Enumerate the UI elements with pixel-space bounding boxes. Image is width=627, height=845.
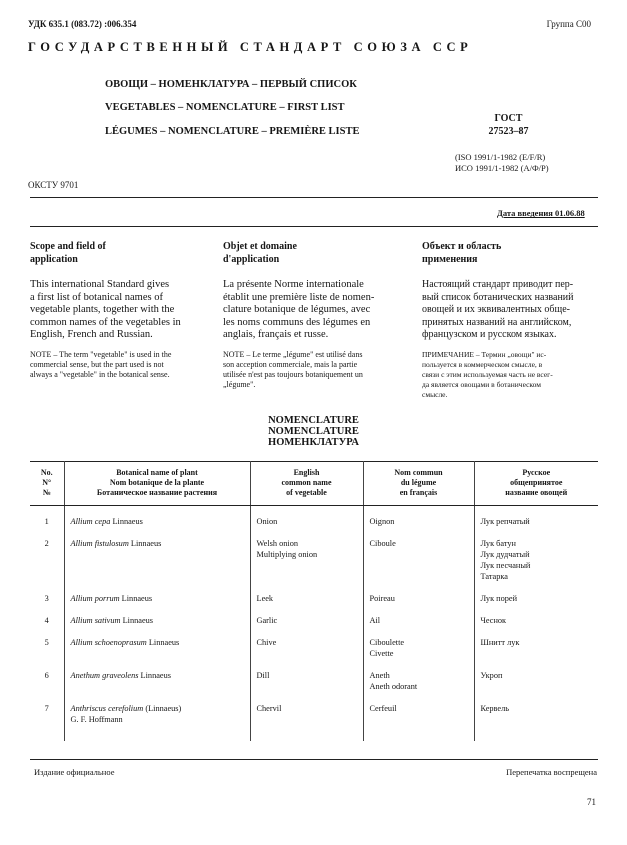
row-genus: Allium fistulosum	[70, 539, 129, 548]
scope-heading-ru-line2: применения	[422, 254, 478, 265]
row-english: Dill	[250, 670, 363, 703]
scope-text-en-line: vegetable plants, together with the	[30, 304, 175, 315]
table-row	[30, 703, 598, 741]
iso-line-2: ИСО 1991/1-1982 (А/Ф/Р)	[455, 163, 549, 173]
scope-text-ru-line: овощей и их эквивалентных обще-	[422, 304, 570, 315]
scope-column-ru	[422, 240, 602, 400]
scope-text-fr-line: établit une première liste de nomen-	[223, 291, 375, 303]
header-rule	[30, 197, 598, 198]
row-genus: Anethum graveolens	[70, 671, 139, 680]
table-row	[30, 506, 598, 539]
scope-text-fr-line: clature botanique de légumes, avec	[223, 304, 371, 315]
row-french: Cerfeuil	[363, 703, 474, 741]
row-french	[363, 637, 474, 670]
row-french-line: Aneth odorant	[369, 682, 418, 691]
row-botanical	[64, 637, 250, 670]
header-french	[363, 461, 474, 506]
row-no: 4	[44, 616, 49, 625]
row-french-line: Aneth	[369, 671, 390, 680]
row-french-line: Ciboulette	[369, 638, 405, 647]
row-genus: Allium sativum	[70, 616, 121, 625]
scope-note-fr-line: „légume".	[223, 379, 256, 389]
scope-text-en-line: a first list of botanical names of	[30, 291, 163, 303]
row-no: 6	[44, 671, 49, 680]
row-no: 5	[44, 638, 49, 647]
scope-note-ru-line: ПРИМЕЧАНИЕ – Термин „овощи" ис-	[422, 349, 547, 359]
scope-note-ru-line: смысле.	[422, 389, 448, 399]
scope-text-en	[30, 279, 210, 342]
scope-heading-en-line2: application	[30, 254, 78, 265]
scope-heading-fr-line1: Objet et domaine	[223, 241, 297, 252]
scope-note-ru	[422, 350, 602, 400]
scope-heading-en	[30, 240, 210, 266]
title-fr: LÉGUMES – NOMENCLATURE – PREMIÈRE LISTE	[105, 126, 360, 137]
row-genus: Allium schoenoprasum	[70, 638, 147, 647]
page-number: 71	[587, 797, 596, 807]
row-french: Poireau	[363, 593, 474, 615]
scope-note-ru-line: да является овощами в ботаническом	[422, 379, 542, 389]
header-english-line: English	[293, 468, 320, 477]
row-french: Oignon	[363, 506, 474, 539]
scope-text-ru-line: французском и русском языках.	[422, 329, 557, 340]
row-french-line: Civette	[369, 649, 394, 658]
scope-column-en	[30, 240, 210, 380]
scope-note-en-line: commercial sense, but the part used is not	[30, 359, 164, 369]
row-botanical	[64, 593, 250, 615]
header-no-line: №	[42, 488, 51, 497]
row-english: Chervil	[250, 703, 363, 741]
scope-note-fr-line: utilisée n'est pas toujours botaniquement un	[223, 369, 363, 379]
row-botanical	[64, 670, 250, 703]
row-botanical	[64, 703, 250, 741]
header-english-line: of vegetable	[286, 488, 327, 497]
row-english	[250, 538, 363, 593]
scope-note-fr	[223, 350, 403, 390]
row-french: Ail	[363, 615, 474, 637]
row-english: Onion	[250, 506, 363, 539]
nomenclature-heading-ru: НОМЕНКЛАТУРА	[268, 437, 359, 448]
row-author: (Linnaeus)	[143, 704, 182, 713]
footer-rule	[30, 759, 598, 760]
scope-note-en-line: always a "vegetable" in the botanical sense.	[30, 369, 170, 379]
title-ru: ОВОЩИ – НОМЕНКЛАТУРА – ПЕРВЫЙ СПИСОК	[105, 79, 357, 90]
scope-text-en-line: English, French and Russian.	[30, 329, 153, 340]
row-russian: Шнитт лук	[474, 637, 598, 670]
row-english: Garlic	[250, 615, 363, 637]
row-russian-line: Лук батун	[480, 539, 516, 548]
scope-heading-ru	[422, 240, 602, 266]
scope-heading-ru-line1: Объект и область	[422, 241, 502, 252]
scope-text-ru	[422, 279, 602, 342]
nomenclature-heading-en: NOMENCLATURE	[268, 415, 359, 426]
row-english-line: Welsh onion	[256, 539, 299, 548]
header-botanical	[64, 461, 250, 506]
scope-note-ru-line: связи с этим используемая часть не всег-	[422, 369, 553, 379]
header-french-line: Nom commun	[394, 468, 443, 477]
row-botanical	[64, 506, 250, 539]
iso-line-1: (ISO 1991/1-1982 (E/F/R)	[455, 152, 546, 162]
gost-label: ГОСТ	[494, 113, 523, 124]
scope-heading-fr-line2: d'application	[223, 254, 280, 265]
row-genus: Allium cepa	[70, 517, 111, 526]
header-french-line: en français	[399, 488, 438, 497]
scope-note-en	[30, 350, 210, 380]
scope-text-ru-line: вый список ботанических названий	[422, 291, 574, 303]
header-russian-line: общепринятое	[510, 478, 563, 487]
scope-column-fr	[223, 240, 403, 390]
row-english: Leek	[250, 593, 363, 615]
table-row	[30, 637, 598, 670]
official-edition: Издание официальное	[34, 767, 115, 777]
scope-text-en-line: common names of the vegetables in	[30, 316, 181, 328]
scope-text-ru-line: Настоящий стандарт приводит пер-	[422, 279, 574, 290]
row-french	[363, 670, 474, 703]
udk-code: УДК 635.1 (083.72) :006.354	[28, 19, 137, 29]
row-no: 1	[44, 517, 49, 526]
header-botanical-line: Nom botanique de la plante	[109, 478, 205, 487]
header-english	[250, 461, 363, 506]
row-russian: Чеснок	[474, 615, 598, 637]
row-english: Chive	[250, 637, 363, 670]
scope-text-fr-line: les noms communs des légumes en	[223, 316, 371, 328]
reprint-prohibited: Перепечатка воспрещена	[506, 767, 597, 777]
scope-text-fr	[223, 279, 403, 342]
scope-note-ru-line: пользуется в коммерческом смысле, в	[422, 359, 543, 369]
okstu-code: ОКСТУ 9701	[28, 180, 79, 190]
nomenclature-table	[30, 461, 598, 741]
header-russian-line: Русское	[522, 468, 551, 477]
scope-text-fr-line: La présente Norme internationale	[223, 279, 364, 290]
scope-text-en-line: This international Standard gives	[30, 279, 170, 290]
row-no: 7	[44, 704, 49, 713]
row-russian	[474, 538, 598, 593]
row-author: Linnaeus	[138, 671, 171, 680]
row-genus: Anthriscus cerefolium	[70, 704, 144, 713]
row-russian-line: Лук дудчатый	[480, 550, 530, 559]
row-russian-line: Лук песчаный	[480, 561, 531, 570]
header-no	[30, 461, 64, 506]
header-russian-line: название овощей	[505, 488, 568, 497]
table-row	[30, 670, 598, 703]
title-en: VEGETABLES – NOMENCLATURE – FIRST LIST	[105, 102, 345, 113]
scope-note-fr-line: NOTE – Le terme „légume" est utilisé dans	[223, 349, 363, 359]
row-author-line2: G. F. Hoffmann	[70, 715, 123, 724]
row-no: 3	[44, 594, 49, 603]
scope-note-en-line: NOTE – The term "vegetable" is used in the	[30, 349, 172, 359]
row-author: Linnaeus	[146, 638, 180, 647]
row-author: Linnaeus	[110, 517, 143, 526]
row-english-line: Multiplying onion	[256, 550, 318, 559]
header-russian	[474, 461, 598, 506]
table-row	[30, 593, 598, 615]
effective-date: Дата введения 01.06.88	[497, 208, 585, 218]
table-header-row	[30, 461, 598, 506]
row-french: Ciboule	[363, 538, 474, 593]
scope-heading-fr	[223, 240, 403, 266]
row-botanical	[64, 615, 250, 637]
row-no: 2	[44, 539, 49, 548]
table-row	[30, 538, 598, 593]
group-code: Группа С00	[546, 19, 591, 29]
row-russian: Укроп	[474, 670, 598, 703]
header-no-line: N°	[42, 478, 52, 487]
row-russian-line: Татарка	[480, 572, 508, 581]
scope-text-fr-line: anglais, français et russe.	[223, 329, 329, 340]
row-botanical	[64, 538, 250, 593]
table-row	[30, 615, 598, 637]
row-russian: Лук репчатый	[474, 506, 598, 539]
scope-note-fr-line: son acception commerciale, mais la partie	[223, 359, 358, 369]
header-english-line: common name	[281, 478, 332, 487]
header-botanical-line: Botanical name of plant	[116, 468, 198, 477]
header-botanical-line: Ботаническое название растения	[96, 488, 218, 497]
gost-number: 27523–87	[488, 126, 529, 137]
standard-banner: ГОСУДАРСТВЕННЫЙ СТАНДАРТ СОЮЗА ССР	[28, 40, 473, 54]
date-rule	[30, 226, 598, 227]
header-french-line: du légume	[400, 478, 437, 487]
scope-text-ru-line: принятых названий на английском,	[422, 316, 572, 328]
row-russian: Лук порей	[474, 593, 598, 615]
row-author: Linnaeus	[119, 594, 153, 603]
scope-heading-en-line1: Scope and field of	[30, 241, 106, 252]
row-russian: Кервель	[474, 703, 598, 741]
row-genus: Allium porrum	[70, 594, 120, 603]
header-no-line: No.	[40, 468, 53, 477]
row-author: Linnaeus	[120, 616, 154, 625]
row-author: Linnaeus	[128, 539, 162, 548]
nomenclature-heading-fr: NOMENCLATURE	[268, 426, 359, 437]
